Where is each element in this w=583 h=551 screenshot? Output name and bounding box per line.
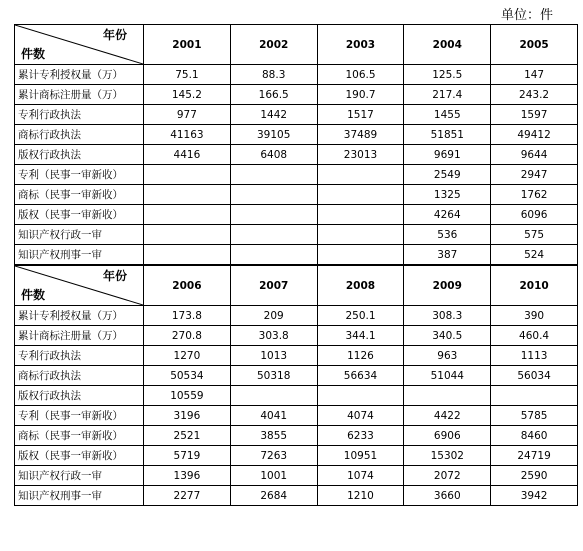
value-cell: 190.7: [317, 85, 404, 105]
value-cell: 41163: [144, 125, 231, 145]
value-cell: 1113: [491, 346, 578, 366]
value-cell: 10951: [317, 446, 404, 466]
value-cell: [144, 205, 231, 225]
value-cell: 5719: [144, 446, 231, 466]
value-cell: [230, 165, 317, 185]
year-header-cell: 2004: [404, 25, 491, 65]
year-header-cell: 2007: [230, 265, 317, 306]
year-header-cell: 2005: [491, 25, 578, 65]
value-cell: [317, 185, 404, 205]
table-row: [15, 326, 578, 346]
table-row: [15, 245, 578, 266]
header-row: [15, 265, 578, 306]
header-corner-cell: [15, 25, 144, 65]
value-cell: 1396: [144, 466, 231, 486]
value-cell: 23013: [317, 145, 404, 165]
value-cell: [230, 245, 317, 266]
value-cell: 1442: [230, 105, 317, 125]
value-cell: [230, 205, 317, 225]
row-label-cell: 知识产权行政一审: [15, 466, 144, 486]
table-row: [15, 386, 578, 406]
table-row: [15, 306, 578, 326]
table-row: [15, 426, 578, 446]
value-cell: 1126: [317, 346, 404, 366]
value-cell: 1762: [491, 185, 578, 205]
row-label-cell: 商标行政执法: [15, 366, 144, 386]
row-label-cell: 累计专利授权量（万）: [15, 306, 144, 326]
value-cell: 50318: [230, 366, 317, 386]
row-label-cell: 专利（民事一审新收）: [15, 165, 144, 185]
value-cell: 3196: [144, 406, 231, 426]
value-cell: 344.1: [317, 326, 404, 346]
year-axis-label: 年份: [102, 269, 127, 283]
value-cell: 308.3: [404, 306, 491, 326]
year-axis-label: 年份: [102, 28, 127, 42]
value-cell: 524: [491, 245, 578, 266]
value-cell: 243.2: [491, 85, 578, 105]
table-row: [15, 225, 578, 245]
value-cell: 2277: [144, 486, 231, 506]
value-cell: 51044: [404, 366, 491, 386]
row-label-cell: 商标（民事一审新收）: [15, 185, 144, 205]
value-cell: 3855: [230, 426, 317, 446]
value-cell: 6408: [230, 145, 317, 165]
value-cell: 15302: [404, 446, 491, 466]
value-cell: [230, 225, 317, 245]
value-cell: 1210: [317, 486, 404, 506]
count-axis-label: 件数: [21, 288, 46, 302]
row-label-cell: 知识产权刑事一审: [15, 486, 144, 506]
value-cell: 37489: [317, 125, 404, 145]
table-row: [15, 466, 578, 486]
value-cell: 1455: [404, 105, 491, 125]
value-cell: 303.8: [230, 326, 317, 346]
value-cell: 173.8: [144, 306, 231, 326]
year-header-cell: 2008: [317, 265, 404, 306]
value-cell: 1013: [230, 346, 317, 366]
year-header-cell: 2010: [491, 265, 578, 306]
value-cell: 2549: [404, 165, 491, 185]
value-cell: 6096: [491, 205, 578, 225]
value-cell: [144, 225, 231, 245]
row-label-cell: 商标（民事一审新收）: [15, 426, 144, 446]
row-label-cell: 版权行政执法: [15, 386, 144, 406]
value-cell: 250.1: [317, 306, 404, 326]
value-cell: 1074: [317, 466, 404, 486]
value-cell: 2947: [491, 165, 578, 185]
table-row: [15, 165, 578, 185]
table-row: [15, 125, 578, 145]
value-cell: 4074: [317, 406, 404, 426]
value-cell: 6233: [317, 426, 404, 446]
table-row: [15, 446, 578, 466]
value-cell: 8460: [491, 426, 578, 446]
table-row: [15, 205, 578, 225]
value-cell: 1517: [317, 105, 404, 125]
table-row: [15, 145, 578, 165]
value-cell: 106.5: [317, 65, 404, 85]
value-cell: [317, 386, 404, 406]
value-cell: 51851: [404, 125, 491, 145]
row-label-cell: 累计商标注册量（万）: [15, 85, 144, 105]
value-cell: [230, 386, 317, 406]
value-cell: 49412: [491, 125, 578, 145]
value-cell: 4422: [404, 406, 491, 426]
row-label-cell: 知识产权行政一审: [15, 225, 144, 245]
row-label-cell: 知识产权刑事一审: [15, 245, 144, 266]
value-cell: 2590: [491, 466, 578, 486]
row-label-cell: 专利（民事一审新收）: [15, 406, 144, 426]
value-cell: 166.5: [230, 85, 317, 105]
value-cell: 24719: [491, 446, 578, 466]
row-label-cell: 专利行政执法: [15, 105, 144, 125]
value-cell: 340.5: [404, 326, 491, 346]
row-label-cell: 专利行政执法: [15, 346, 144, 366]
value-cell: 387: [404, 245, 491, 266]
value-cell: 390: [491, 306, 578, 326]
year-header-cell: 2006: [144, 265, 231, 306]
value-cell: 217.4: [404, 85, 491, 105]
value-cell: 270.8: [144, 326, 231, 346]
value-cell: [404, 386, 491, 406]
value-cell: [230, 185, 317, 205]
table-row: [15, 185, 578, 205]
value-cell: 6906: [404, 426, 491, 446]
value-cell: 977: [144, 105, 231, 125]
table-row: [15, 65, 578, 85]
table-row: [15, 105, 578, 125]
value-cell: 2072: [404, 466, 491, 486]
value-cell: 56034: [491, 366, 578, 386]
row-label-cell: 版权行政执法: [15, 145, 144, 165]
value-cell: 56634: [317, 366, 404, 386]
value-cell: 2521: [144, 426, 231, 446]
value-cell: 7263: [230, 446, 317, 466]
year-header-cell: 2009: [404, 265, 491, 306]
row-label-cell: 版权（民事一审新收）: [15, 205, 144, 225]
value-cell: 39105: [230, 125, 317, 145]
value-cell: 125.5: [404, 65, 491, 85]
value-cell: 5785: [491, 406, 578, 426]
year-header-cell: 2002: [230, 25, 317, 65]
value-cell: 9691: [404, 145, 491, 165]
value-cell: [317, 205, 404, 225]
value-cell: 75.1: [144, 65, 231, 85]
value-cell: 2684: [230, 486, 317, 506]
table-row: [15, 406, 578, 426]
value-cell: 4041: [230, 406, 317, 426]
value-cell: 10559: [144, 386, 231, 406]
header-row: [15, 25, 578, 65]
value-cell: 1325: [404, 185, 491, 205]
value-cell: 147: [491, 65, 578, 85]
value-cell: [317, 225, 404, 245]
header-corner-cell: [15, 265, 144, 306]
value-cell: 209: [230, 306, 317, 326]
value-cell: 1001: [230, 466, 317, 486]
value-cell: 3660: [404, 486, 491, 506]
value-cell: 50534: [144, 366, 231, 386]
value-cell: [144, 185, 231, 205]
value-cell: 145.2: [144, 85, 231, 105]
count-axis-label: 件数: [21, 47, 46, 61]
value-cell: [144, 165, 231, 185]
value-cell: [144, 245, 231, 266]
value-cell: 575: [491, 225, 578, 245]
value-cell: 9644: [491, 145, 578, 165]
value-cell: 88.3: [230, 65, 317, 85]
value-cell: [317, 245, 404, 266]
value-cell: 460.4: [491, 326, 578, 346]
row-label-cell: 累计专利授权量（万）: [15, 65, 144, 85]
value-cell: 4264: [404, 205, 491, 225]
value-cell: 4416: [144, 145, 231, 165]
year-header-cell: 2003: [317, 25, 404, 65]
row-label-cell: 版权（民事一审新收）: [15, 446, 144, 466]
table-row: [15, 486, 578, 506]
value-cell: 536: [404, 225, 491, 245]
value-cell: 1270: [144, 346, 231, 366]
value-cell: [491, 386, 578, 406]
value-cell: [317, 165, 404, 185]
value-cell: 1597: [491, 105, 578, 125]
table-row: [15, 346, 578, 366]
year-header-cell: 2001: [144, 25, 231, 65]
statistics-table: [14, 24, 578, 506]
row-label-cell: 商标行政执法: [15, 125, 144, 145]
value-cell: 3942: [491, 486, 578, 506]
row-label-cell: 累计商标注册量（万）: [15, 326, 144, 346]
value-cell: 963: [404, 346, 491, 366]
table-row: [15, 85, 578, 105]
unit-label: 单位：件: [500, 8, 553, 23]
table-row: [15, 366, 578, 386]
